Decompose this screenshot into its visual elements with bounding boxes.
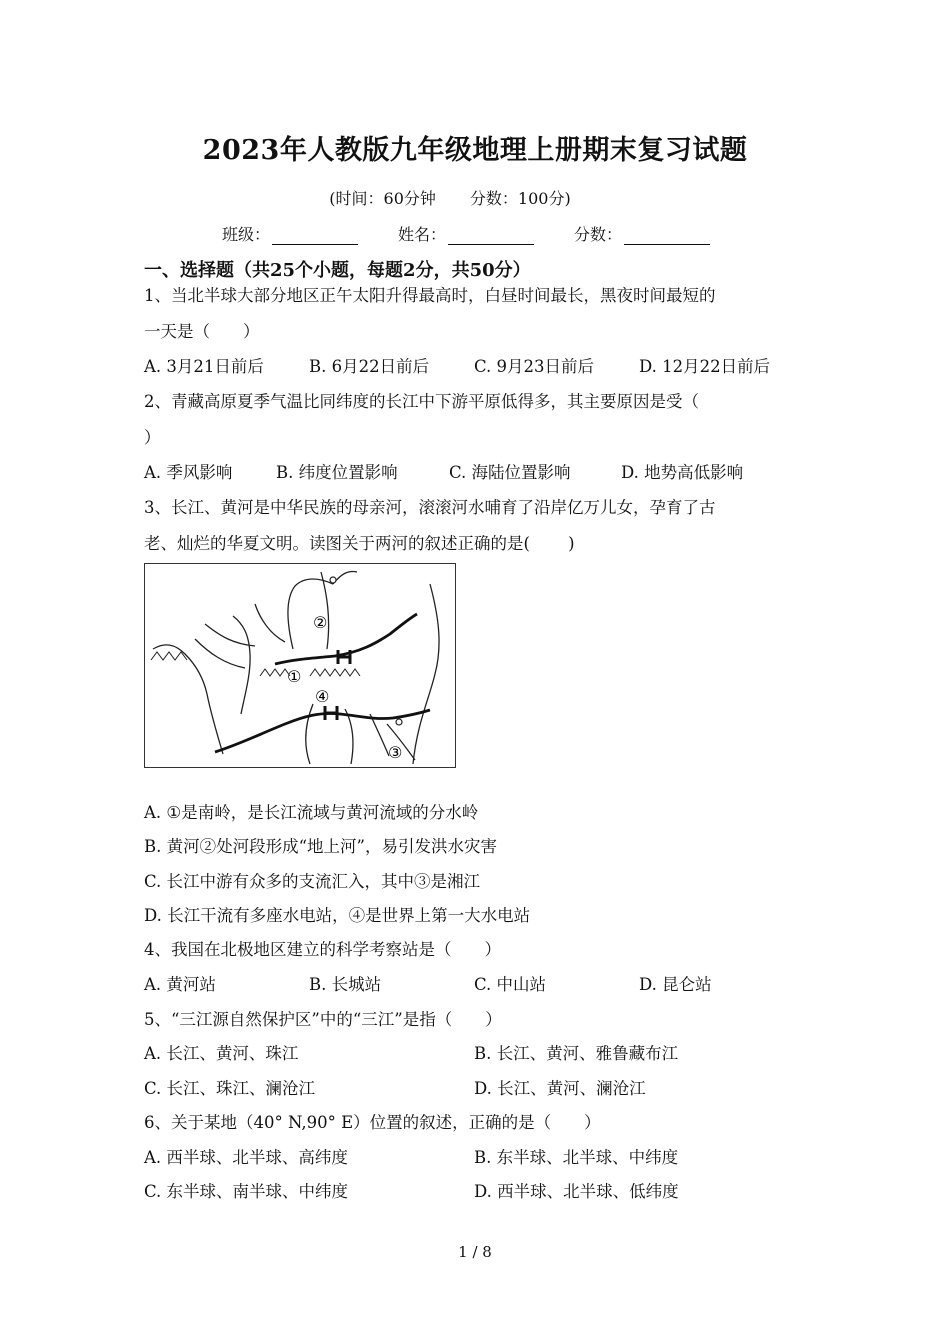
q4-option-a[interactable]: A. 黄河站 <box>144 975 216 994</box>
student-fields <box>222 222 710 245</box>
map-label-4: ④ <box>315 687 330 706</box>
q5-option-d[interactable]: D. 长江、黄河、澜沧江 <box>474 1079 646 1098</box>
q2-option-d[interactable]: D. 地势高低影响 <box>621 463 744 482</box>
map-label-2: ② <box>313 613 328 632</box>
q2-option-c[interactable]: C. 海陆位置影响 <box>449 463 571 482</box>
class-blank[interactable] <box>272 226 358 245</box>
question-5-text: 5、“三江源自然保护区”中的“三江”是指（ ） <box>144 1010 502 1029</box>
q2-option-b[interactable]: B. 纬度位置影响 <box>276 463 398 482</box>
q1-option-c[interactable]: C. 9月23日前后 <box>474 357 595 376</box>
question-1-text: 1、当北半球大部分地区正午太阳升得最高时，白昼时间最长，黑夜时间最短的 <box>144 286 716 305</box>
question-3-text: 3、长江、黄河是中华民族的母亲河，滚滚河水哺育了沿岸亿万儿女，孕育了古 <box>144 498 716 517</box>
name-label: 姓名： <box>398 225 447 244</box>
question-1-text-cont: 一天是（ ） <box>144 322 260 341</box>
score-field[interactable] <box>574 222 710 245</box>
name-field[interactable] <box>398 222 534 245</box>
q1-option-b[interactable]: B. 6月22日前后 <box>309 357 430 376</box>
q6-option-a[interactable]: A. 西半球、北半球、高纬度 <box>144 1148 348 1167</box>
score-info: 分数：100分) <box>469 189 571 208</box>
q4-option-d[interactable]: D. 昆仑站 <box>639 975 712 994</box>
time-info: (时间：60分钟 <box>329 189 436 208</box>
q3-option-a[interactable]: A. ①是南岭，是长江流域与黄河流域的分水岭 <box>144 803 479 822</box>
class-label: 班级： <box>222 225 271 244</box>
q4-option-b[interactable]: B. 长城站 <box>309 975 382 994</box>
river-map-drawing <box>145 564 454 766</box>
section-heading: 一、选择题（共25个小题，每题2分，共50分） <box>144 260 531 281</box>
score-label: 分数： <box>574 225 623 244</box>
page-number: 1 / 8 <box>458 1243 492 1261</box>
name-blank[interactable] <box>448 226 534 245</box>
question-6-text: 6、关于某地（40° N,90° E）位置的叙述，正确的是（ ） <box>144 1113 601 1132</box>
exam-subtitle <box>0 186 900 209</box>
q1-option-a[interactable]: A. 3月21日前后 <box>144 357 264 376</box>
q6-option-d[interactable]: D. 西半球、北半球、低纬度 <box>474 1182 679 1201</box>
question-4-text: 4、我国在北极地区建立的科学考察站是（ ） <box>144 940 501 959</box>
question-2-text-cont: ） <box>144 428 161 447</box>
question-3-text-cont: 老、灿烂的华夏文明。读图关于两河的叙述正确的是( ) <box>144 534 575 553</box>
q5-option-a[interactable]: A. 长江、黄河、珠江 <box>144 1044 299 1063</box>
river-map <box>144 563 456 768</box>
score-blank[interactable] <box>624 226 710 245</box>
q1-option-d[interactable]: D. 12月22日前后 <box>639 357 771 376</box>
dam-icon <box>325 650 350 720</box>
map-label-1: ① <box>287 667 302 686</box>
map-label-3: ③ <box>388 743 403 762</box>
q5-option-b[interactable]: B. 长江、黄河、雅鲁藏布江 <box>474 1044 679 1063</box>
q3-option-c[interactable]: C. 长江中游有众多的支流汇入，其中③是湘江 <box>144 872 481 891</box>
q3-option-d[interactable]: D. 长江干流有多座水电站，④是世界上第一大水电站 <box>144 906 531 925</box>
q3-option-b[interactable]: B. 黄河②处河段形成“地上河”，易引发洪水灾害 <box>144 837 497 856</box>
page-title: 2023年人教版九年级地理上册期末复习试题 <box>202 135 748 166</box>
q6-option-b[interactable]: B. 东半球、北半球、中纬度 <box>474 1148 679 1167</box>
q5-option-c[interactable]: C. 长江、珠江、澜沧江 <box>144 1079 316 1098</box>
class-field[interactable] <box>222 222 358 245</box>
question-2-text: 2、青藏高原夏季气温比同纬度的长江中下游平原低得多，其主要原因是受（ <box>144 392 699 411</box>
q2-option-a[interactable]: A. 季风影响 <box>144 463 233 482</box>
q6-option-c[interactable]: C. 东半球、南半球、中纬度 <box>144 1182 349 1201</box>
q4-option-c[interactable]: C. 中山站 <box>474 975 547 994</box>
